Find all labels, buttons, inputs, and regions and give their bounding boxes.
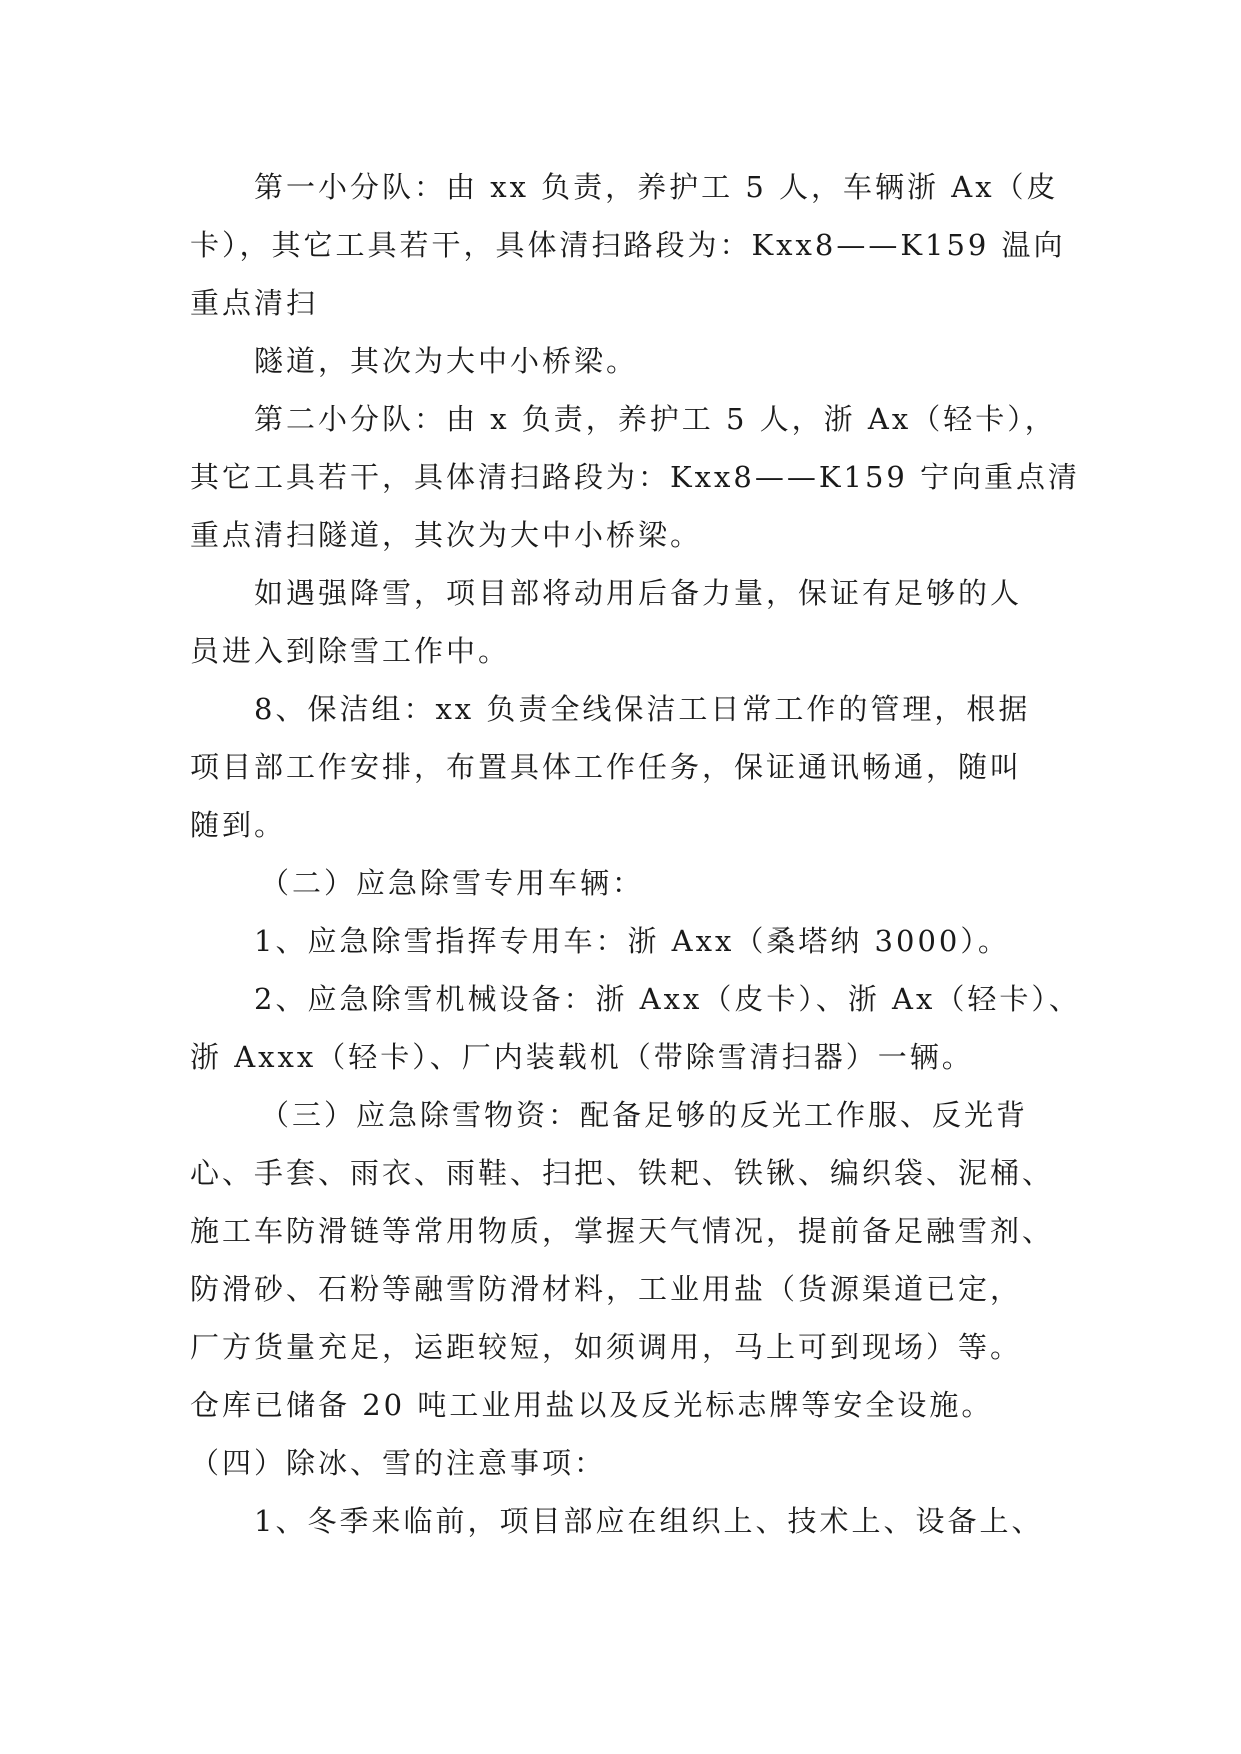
section-heading: （三）应急除雪物资：配备足够的反光工作服、反光背: [260, 1098, 1029, 1132]
text-line: 随到。: [190, 808, 287, 842]
text-line: 员进入到除雪工作中。: [190, 634, 511, 668]
section-heading: （四）除冰、雪的注意事项：: [190, 1446, 607, 1480]
text-line: 卡），其它工具若干，具体清扫路段为：Kxx8——K159 温向: [190, 228, 1066, 262]
text-line: 厂方货量充足，运距较短，如须调用，马上可到现场）等。: [190, 1330, 1023, 1364]
text-line: 仓库已储备 20 吨工业用盐以及反光标志牌等安全设施。: [190, 1388, 994, 1422]
text-line: 隧道，其次为大中小桥梁。: [254, 344, 639, 378]
text-line: 2、应急除雪机械设备：浙 Axx（皮卡）、浙 Ax（轻卡）、: [254, 982, 1081, 1016]
text-line: 第二小分队：由 x 负责，养护工 5 人，浙 Ax（轻卡），: [254, 402, 1057, 436]
text-line: 重点清扫: [190, 286, 319, 320]
text-line: 1、冬季来临前，项目部应在组织上、技术上、设备上、: [254, 1504, 1044, 1538]
text-line: 心、手套、雨衣、雨鞋、扫把、铁耙、铁锹、编织袋、泥桶、: [190, 1156, 1055, 1190]
text-line: 8、保洁组：xx 负责全线保洁工日常工作的管理，根据: [254, 692, 1031, 726]
text-line: 第一小分队：由 xx 负责，养护工 5 人，车辆浙 Ax（皮: [254, 170, 1059, 204]
text-line: 如遇强降雪，项目部将动用后备力量，保证有足够的人: [254, 576, 1023, 610]
text-line: 项目部工作安排，布置具体工作任务，保证通讯畅通，随叫: [190, 750, 1023, 784]
text-line: 浙 Axxx（轻卡）、厂内装载机（带除雪清扫器）一辆。: [190, 1040, 974, 1074]
section-heading: （二）应急除雪专用车辆：: [260, 866, 645, 900]
document-body: [190, 158, 1081, 1550]
text-line: 重点清扫隧道，其次为大中小桥梁。: [190, 518, 703, 552]
text-line: 防滑砂、石粉等融雪防滑材料，工业用盐（货源渠道已定，: [190, 1272, 1023, 1306]
text-line: 1、应急除雪指挥专用车：浙 Axx（桑塔纳 3000）。: [254, 924, 1010, 958]
text-line: 其它工具若干，具体清扫路段为：Kxx8——K159 宁向重点清: [190, 460, 1081, 494]
text-line: 施工车防滑链等常用物质，掌握天气情况，提前备足融雪剂、: [190, 1214, 1055, 1248]
